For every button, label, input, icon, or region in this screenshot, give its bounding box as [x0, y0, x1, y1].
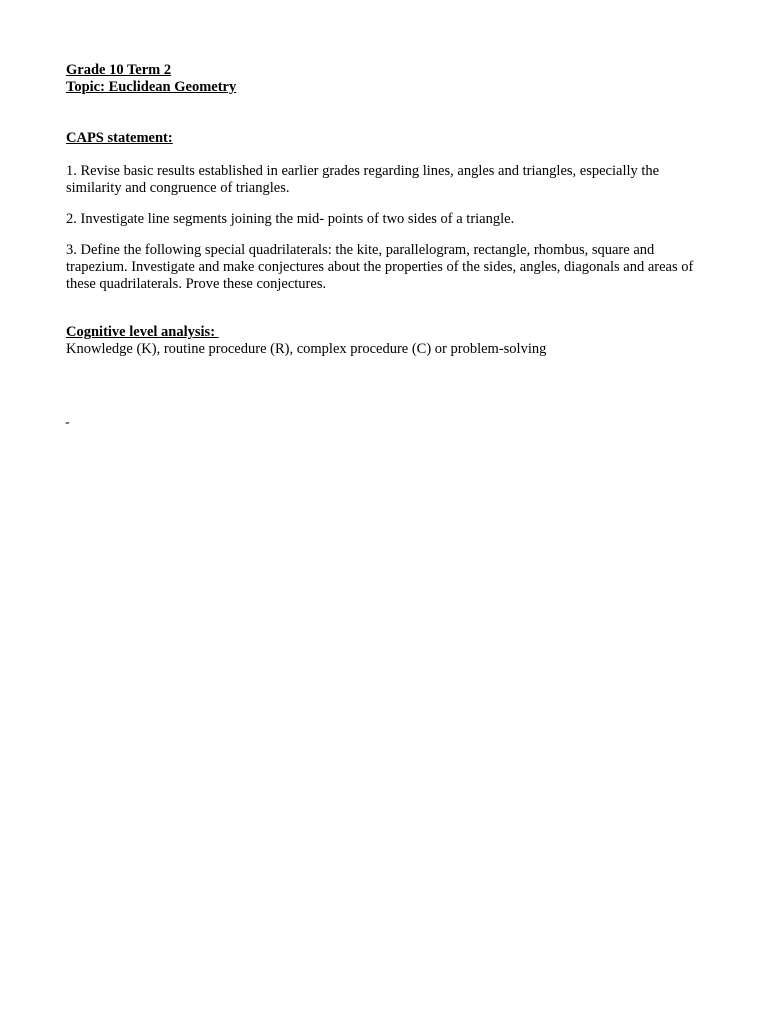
caps-item-text: 3. Define the following special quadrilaterals: the kite, parallelogram, rectangle, rhombus, square and trapezium. Investigate and make conjectures about the properties of the sides, angles, diagonals and areas of these quadrilaterals. Prove these conjectures.	[66, 242, 694, 292]
topic-heading: Topic: Euclidean Geometry	[66, 79, 237, 95]
cognitive-text: Knowledge (K), routine procedure (R), complex procedure (C) or problem-solving	[66, 341, 547, 357]
document-header	[66, 62, 706, 96]
caps-item-1	[66, 163, 706, 197]
cognitive-section	[66, 324, 706, 358]
caps-item-text: 2. Investigate line segments joining the mid- points of two sides of a triangle.	[66, 211, 515, 227]
stray-dash-mark: -	[65, 415, 70, 430]
grade-term-heading: Grade 10 Term 2	[66, 62, 172, 78]
caps-section	[66, 130, 706, 147]
caps-item-2	[66, 211, 706, 228]
cognitive-heading: Cognitive level analysis:	[66, 324, 219, 340]
caps-item-3	[66, 242, 706, 293]
caps-heading: CAPS statement:	[66, 130, 173, 146]
caps-item-text: 1. Revise basic results established in earlier grades regarding lines, angles and triangles, especially the similarity and congruence of triangles.	[66, 163, 660, 196]
